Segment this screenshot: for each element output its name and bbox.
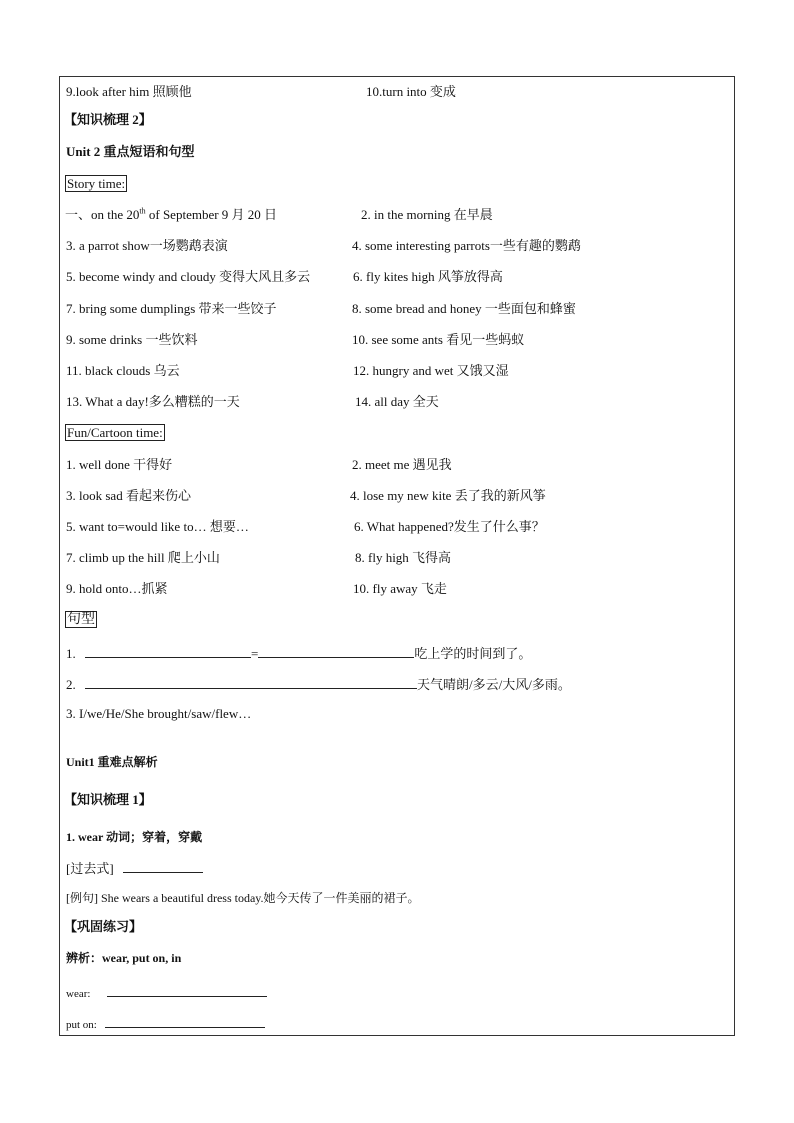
blank-1b[interactable] <box>258 645 414 658</box>
story-item-12: 12. hungry and wet 又饿又湿 <box>353 363 509 378</box>
fun-item-9: 9. hold onto…抓紧 <box>66 581 168 596</box>
story-item-8: 8. some bread and honey 一些面包和蜂蜜 <box>352 301 576 316</box>
unit1-title: Unit1 重难点解析 <box>66 755 158 769</box>
fun-item-3: 3. look sad 看起来伤心 <box>66 488 191 503</box>
blank-2[interactable] <box>85 676 417 689</box>
story-item-3: 3. a parrot show一场鹦鹉表演 <box>66 238 228 253</box>
phrase-item-10: 10.turn into 变成 <box>366 84 456 99</box>
story-item-6: 6. fly kites high 风筝放得高 <box>353 269 503 284</box>
phrase-item-9: 9.look after him 照顾他 <box>66 84 192 99</box>
unit2-title: Unit 2 重点短语和句型 <box>66 144 195 159</box>
fun-item-6: 6. What happened?发生了什么事？ <box>354 519 545 534</box>
story-item-7: 7. bring some dumplings 带来一些饺子 <box>66 301 277 316</box>
story-item-14: 14. all day 全天 <box>355 394 439 409</box>
fun-item-1: 1. well done 干得好 <box>66 457 173 472</box>
story-item-5: 5. become windy and cloudy 变得大风且多云 <box>66 269 311 284</box>
section-heading-2: 【知识梳理 2】 <box>64 112 152 127</box>
fun-time-label: Fun/Cartoon time: <box>67 425 163 440</box>
story-item-11: 11. black clouds 乌云 <box>66 363 180 378</box>
story-item-4: 4. some interesting parrots一些有趣的鹦鹉 <box>352 238 581 253</box>
sentence-pattern-label: 句型 <box>67 612 95 627</box>
pattern-2: 2. 天气晴朗/多云/大风/多雨。 <box>66 677 571 692</box>
past-tense-row: [过去式] <box>66 860 203 877</box>
wear-title: 1. wear 动词；穿着，穿戴 <box>66 830 203 844</box>
fun-item-2: 2. meet me 遇见我 <box>352 457 452 472</box>
story-item-10: 10. see some ants 看见一些蚂蚁 <box>352 332 525 347</box>
pattern-3: 3. I/we/He/She brought/saw/flew… <box>66 706 252 721</box>
practice-heading: 【巩固练习】 <box>64 919 143 934</box>
fun-item-10: 10. fly away 飞走 <box>353 581 447 596</box>
blank-1a[interactable] <box>85 645 251 658</box>
fun-item-8: 8. fly high 飞得高 <box>355 550 452 565</box>
story-item-9: 9. some drinks 一些饮料 <box>66 332 198 347</box>
discern-line: 辨析：wear, put on, in <box>66 951 182 965</box>
story-time-label: Story time: <box>67 176 126 191</box>
past-tense-blank[interactable] <box>123 860 203 873</box>
fun-item-7: 7. climb up the hill 爬上小山 <box>66 550 220 565</box>
fun-item-4: 4. lose my new kite 丢了我的新风筝 <box>350 488 546 503</box>
section-heading-1: 【知识梳理 1】 <box>64 792 152 807</box>
wear-blank[interactable] <box>107 984 267 997</box>
fun-item-5: 5. want to=would like to… 想要… <box>66 519 249 534</box>
story-item-13: 13. What a day!多么糟糕的一天 <box>66 394 240 409</box>
story-item-1: 一、on the 20th of September 9 月 20 日 <box>65 206 278 222</box>
pattern-1: 1. = 吃上学的时间到了。 <box>66 646 532 661</box>
story-item-2: 2. in the morning 在早晨 <box>361 207 493 222</box>
example-sentence: [例句] She wears a beautiful dress today.她今天传了一件美丽的裙子。 <box>66 891 420 905</box>
puton-row: put on: <box>66 1015 265 1033</box>
wear-row: wear: <box>66 984 267 1002</box>
puton-blank[interactable] <box>105 1015 265 1028</box>
